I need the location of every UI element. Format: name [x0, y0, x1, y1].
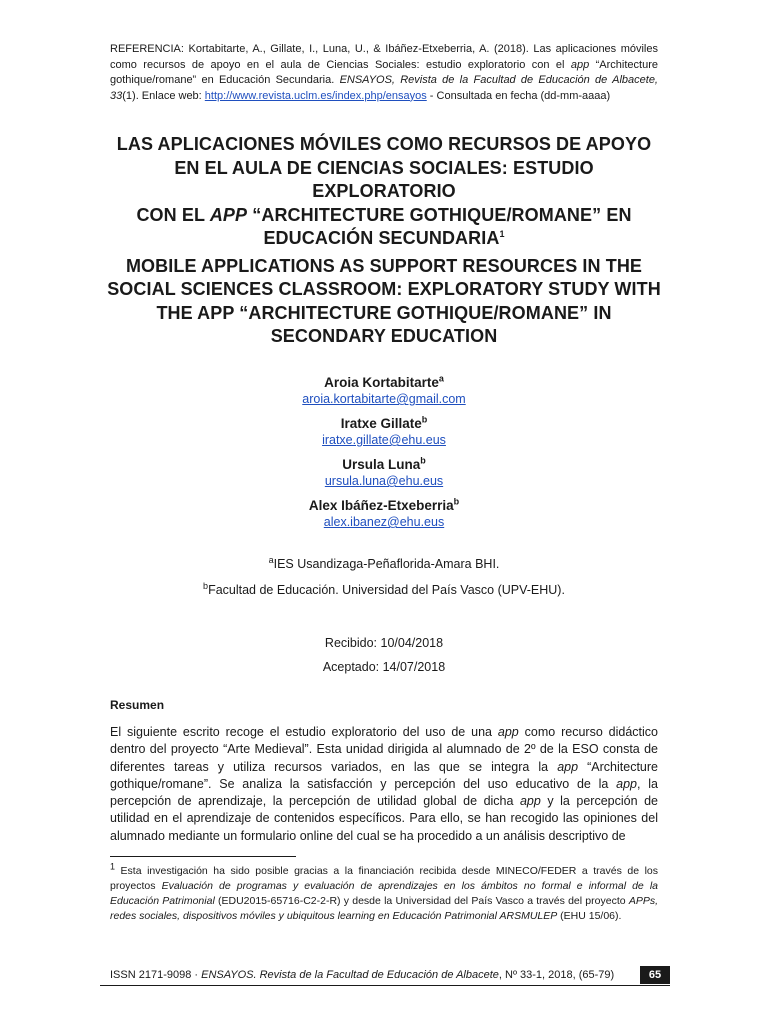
- author-name-text: Iratxe Gillate: [340, 416, 422, 431]
- title-es-line-4-text: EDUCACIÓN SECUNDARIA: [263, 228, 500, 248]
- footer-rule: [100, 985, 670, 986]
- title-en-line-2: SOCIAL SCIENCES CLASSROOM: EXPLORATORY STUDY WITH: [107, 279, 661, 299]
- abstract-body: [110, 724, 658, 845]
- title-es-line-3-pre: CON EL: [136, 204, 210, 225]
- title-english: [100, 255, 668, 349]
- abstract-text: y la percepción de utilidad en el aprendizaje de contenidos específicos. Para ello, se han recogido las opiniones del alumnado mediante un formulario online del cual se ha procedido a un análisis descriptivo de: [110, 794, 658, 843]
- citation-reference: [110, 42, 658, 104]
- title-es-line-3: [100, 204, 668, 228]
- title-en-line-1: MOBILE APPLICATIONS AS SUPPORT RESOURCES IN THE: [125, 255, 643, 276]
- author-email-link[interactable]: alex.ibanez@ehu.eus: [323, 515, 445, 529]
- title-es-app-word: APP: [209, 204, 248, 225]
- submission-dates: [134, 631, 634, 679]
- footnote-text: Esta investigación ha sido posible gracias a la financiación recibida desde MINECO/FEDER a través de los proyectos: [110, 865, 658, 892]
- abstract-app-word: app: [519, 794, 541, 809]
- author-name: [134, 415, 634, 432]
- author-list: [134, 374, 634, 538]
- author-affil-mark: b: [453, 496, 460, 507]
- affiliation-a-mark: a: [268, 554, 274, 565]
- author-email: [134, 473, 634, 489]
- title-spanish: [100, 133, 668, 251]
- accepted-date: Aceptado: 14/07/2018: [322, 660, 446, 674]
- footer-issue: , Nº 33-1, 2018, (65-79): [498, 969, 615, 981]
- author-email: [134, 391, 634, 407]
- affiliation-b-text: Facultad de Educación. Universidad del País Vasco (UPV-EHU).: [208, 583, 565, 597]
- abstract-text: , la percepción de aprendizaje, la percepción de utilidad global de dicha: [110, 776, 658, 809]
- author-email: [134, 514, 634, 530]
- abstract-text: como recurso didáctico dentro del proyecto “Arte Medieval”. Esta unidad dirigida al alumnado de 2º de la ESO consta de diferentes tareas y utiliza recursos variados, en las que se integra la: [110, 725, 658, 774]
- author-affil-mark: a: [438, 373, 444, 384]
- abstract-app-word: app: [557, 759, 579, 774]
- affiliation-b: [134, 582, 634, 598]
- footnote-mark: 1: [110, 861, 116, 872]
- title-footnote-mark[interactable]: 1: [499, 229, 505, 239]
- author-affil-mark: b: [421, 414, 428, 425]
- reference-middle: “Architecture gothique/romane” en Educación Secundaria.: [110, 58, 658, 86]
- abstract-app-word: app: [616, 776, 637, 791]
- received-date: Recibido: 10/04/2018: [324, 636, 444, 650]
- title-en-line-4: SECONDARY EDUCATION: [270, 326, 498, 346]
- reference-suffix: - Consultada en fecha (dd-mm-aaaa): [426, 89, 611, 102]
- author-email-link[interactable]: ursula.luna@ehu.eus: [324, 474, 444, 488]
- title-es-line-3-post: “ARCHITECTURE GOTHIQUE/ROMANE” EN: [247, 204, 632, 225]
- author-affil-mark: b: [420, 455, 426, 466]
- author-name-text: Ursula Luna: [342, 457, 421, 472]
- footnote-text: (EDU2015-65716-C2-2-R) y desde la Universidad del País Vasco a través del proyecto: [214, 895, 629, 907]
- abstract-text: El siguiente escrito recoge el estudio exploratorio del uso de una: [110, 725, 498, 739]
- reference-app-word: app: [570, 58, 590, 71]
- abstract-heading: Resumen: [110, 698, 165, 712]
- title-es-line-2: EN EL AULA DE CIENCIAS SOCIALES: ESTUDIO EXPLORATORIO: [174, 157, 594, 201]
- reference-journal: ENSAYOS, Revista de la Facultad de Educación de Albacete, 33: [110, 74, 658, 102]
- footnote-project-title: Evaluación de programas y evaluación de aprendizajes en los ámbitos no formal e informal de la Educación Patrimonial: [110, 880, 658, 907]
- author-name-text: Aroia Kortabitarte: [324, 375, 439, 390]
- author-entry: [134, 374, 634, 407]
- author-entry: [134, 497, 634, 530]
- reference-prefix: REFERENCIA: Kortabitarte, A., Gillate, I., Luna, U., & Ibáñez-Etxeberria, A. (2018). Las aplicaciones móviles como recursos de apoyo en el aula de Ciencias Sociales: estudio exploratorio con el: [110, 43, 658, 71]
- footer-journal: ENSAYOS. Revista de la Facultad de Educación de Albacete: [201, 969, 499, 981]
- author-entry: [134, 456, 634, 489]
- affiliation-b-mark: b: [203, 580, 209, 591]
- footnote-project-title: APPs, redes sociales, dispositivos móviles y ubiquitous learning en Educación Patrimonial ARSMULEP: [110, 895, 658, 922]
- author-name-text: Alex Ibáñez-Etxeberria: [308, 498, 454, 513]
- author-name: [134, 456, 634, 473]
- title-en-line-3: THE APP “ARCHITECTURE GOTHIQUE/ROMANE” IN: [156, 302, 612, 323]
- author-email-link[interactable]: aroia.kortabitarte@gmail.com: [302, 392, 466, 406]
- reference-issue: (1). Enlace web:: [122, 89, 205, 102]
- title-es-line-4: [100, 227, 668, 251]
- journal-link[interactable]: http://www.revista.uclm.es/index.php/ensayos: [204, 89, 427, 102]
- affiliation-a-text: IES Usandizaga-Peñaflorida-Amara BHI.: [273, 557, 500, 571]
- footnote-text: (EHU 15/06).: [557, 910, 622, 922]
- author-entry: [134, 415, 634, 448]
- footnote-separator: [110, 856, 296, 857]
- article-title: [100, 133, 668, 349]
- footer-issn: ISSN 2171-9098 ·: [110, 969, 202, 981]
- author-name: [134, 374, 634, 391]
- title-es-line-1: LAS APLICACIONES MÓVILES COMO RECURSOS DE APOYO: [116, 134, 652, 154]
- abstract-app-word: app: [497, 725, 519, 739]
- footnote-1: [110, 861, 658, 924]
- affiliation-a: [134, 556, 634, 572]
- author-email: [134, 432, 634, 448]
- abstract-text: “Architecture gothique/romane”. Se analiza la satisfacción y percepción del uso educativo de la: [110, 759, 658, 791]
- author-name: [134, 497, 634, 514]
- author-email-link[interactable]: iratxe.gillate@ehu.eus: [322, 433, 446, 447]
- page-footer: [110, 968, 640, 982]
- page-number: 65: [640, 966, 670, 984]
